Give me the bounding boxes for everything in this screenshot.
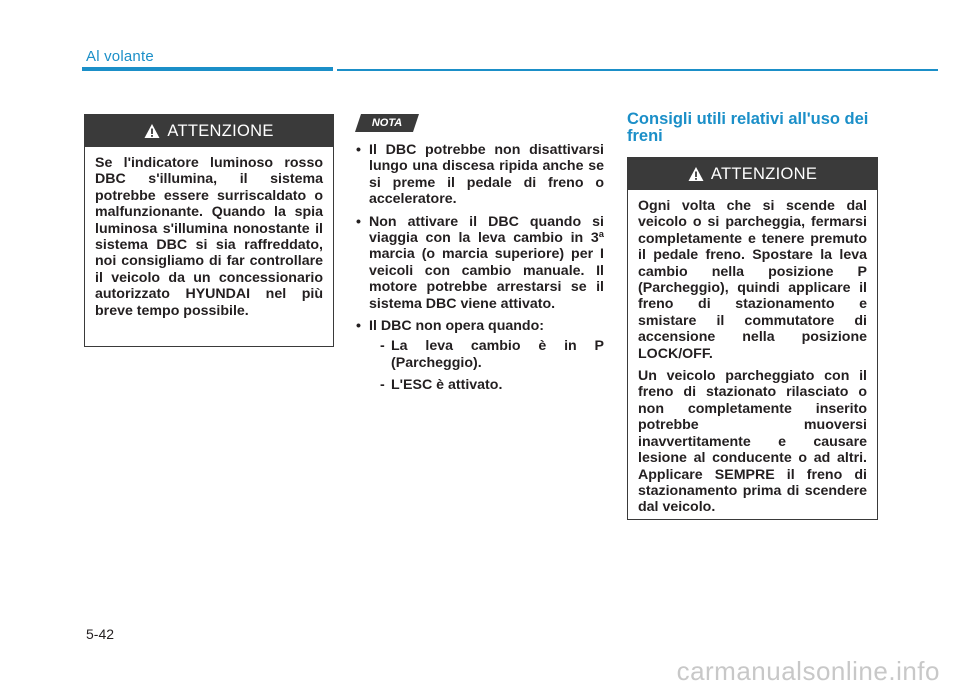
left-warning-body [85,147,333,335]
header-rule-thick [82,67,333,71]
nota-tag [355,114,419,132]
right-warning-box [627,157,878,520]
header-rule-thin [337,69,938,71]
nota-subitem [369,338,604,371]
nota-subitem-text: L'ESC è attivato. [391,377,503,394]
left-warning-header [85,115,333,147]
nota-bullet-text: Il DBC non opera quando: [369,318,544,335]
nota-label: NOTA [371,117,403,129]
left-warning-text: Se l'indicatore luminoso rosso DBC s'illumina, il sistema potrebbe essere surriscaldato o malfunzionante. Quando la spia luminosa s'illumina nonostante il sistema DBC si sia raffreddato, noi consigliamo di far controllare il veicolo da un concessionario autorizzato HYUNDAI nel più breve tempo possibile. [95,155,323,319]
right-warning-body [628,190,877,532]
nota-list [356,142,604,394]
nota-subitem-text: La leva cambio è in P (Parcheggio). [391,338,604,371]
dash-marker: - [380,338,385,355]
right-warning-text: Un veicolo parcheggiato con il freno di stazionato rilasciato o non completamente inserito potrebbe muoversi inavvertitamente e causare lesione al conducente o ad altri. Applicare SEMPRE il freno di stazionamento prima di scendere dal veicolo. [638,368,867,516]
right-warning-heading: ATTENZIONE [710,164,818,183]
nota-bullet: • Il DBC potrebbe non disattivarsi lungo una discesa ripida anche se si preme il pedale di freno o acceleratore. [356,142,604,208]
warning-triangle-icon [144,123,160,139]
watermark: carmanualsonline.info [676,656,940,686]
section-title: Al volante [86,48,154,65]
warning-triangle-icon [688,166,704,182]
nota-content [356,142,604,400]
nota-bullet: • Non attivare il DBC quando si viaggia con la leva cambio in 3ª marcia (o marcia superiore) per I veicoli con cambio manuale. Il motore potrebbe arrestarsi se il sistema DBC viene attivato. [356,214,604,312]
left-warning-heading: ATTENZIONE [167,121,274,140]
page-number: 5-42 [86,626,115,642]
nota-subitem [369,377,604,393]
dash-marker: - [380,377,385,394]
nota-bullet [356,318,604,394]
right-warning-text: Ogni volta che si scende dal veicolo o si parcheggia, fermarsi completamente e tenere premuto il pedale freno. Spostare la leva cambio nella posizione P (Parcheggio), quindi applicare il freno di stazionamento e smistare il commutatore di accensione nella posizione LOCK/OFF. [638,198,867,362]
right-section-title: Consigli utili relativi all'uso dei freni [627,110,869,145]
right-warning-header [628,158,877,190]
left-warning-box [84,114,334,347]
